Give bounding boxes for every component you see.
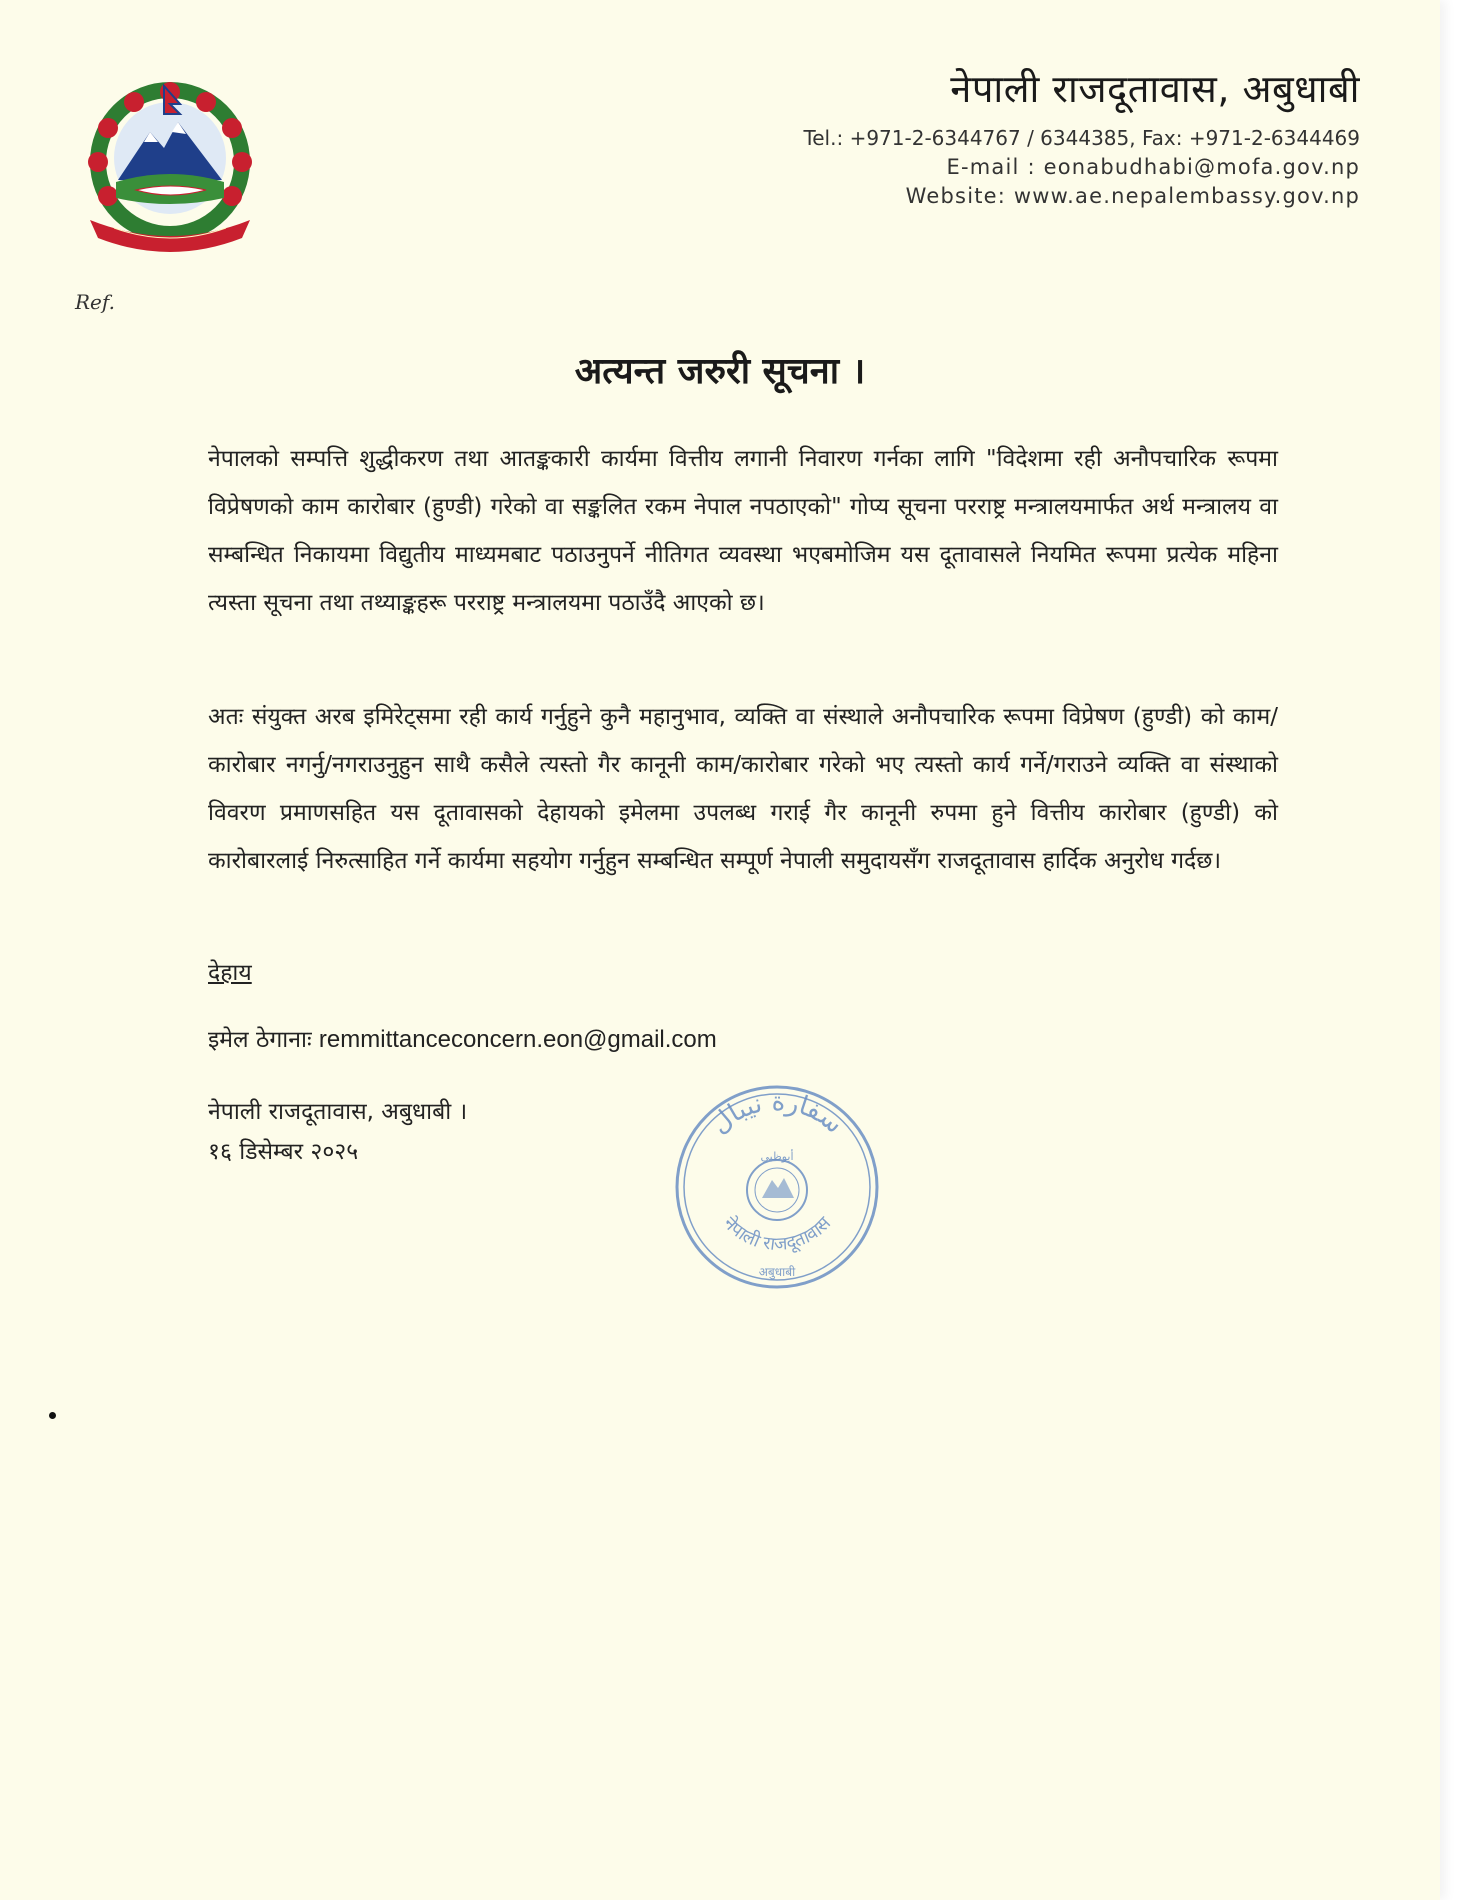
embassy-seal-stamp bbox=[670, 1080, 885, 1295]
nepal-emblem-logo bbox=[78, 70, 263, 255]
notice-paragraph-1: नेपालको सम्पत्ति शुद्धीकरण तथा आतङ्ककारी कार्यमा वित्तीय लगानी निवारण गर्नका लागि "विदेशमा रही अनौपचारिक रूपमा विप्रेषणको काम कारोबार (हुण्डी) गरेको वा सङ्कलित रकम नेपाल नपठाएको" गोप्य सूचना परराष्ट्र मन्त्रालयमार्फत अर्थ मन्त्रालय वा सम्बन्धित निकायमा विद्युतीय माध्यमबाट पठाउनुपर्ने नीतिगत व्यवस्था भएबमोजिम यस दूतावासले नियमित रूपमा प्रत्येक महिना त्यस्ता सूचना तथा तथ्याङ्कहरू परराष्ट्र मन्त्रालयमा पठाउँदै आएको छ। bbox=[208, 446, 1278, 616]
email-address: remmittanceconcern.eon@gmail.com bbox=[318, 1026, 717, 1053]
signature-office: नेपाली राजदूतावास, अबुधाबी । bbox=[208, 1099, 468, 1125]
embassy-name: नेपाली राजदूतावास, अबुधाबी bbox=[950, 67, 1360, 111]
seal-arabic-city: أبوظبي bbox=[760, 1150, 794, 1163]
contact-email: E-mail : eonabudhabi@mofa.gov.np bbox=[946, 155, 1360, 179]
annex-heading: देहाय bbox=[208, 960, 252, 986]
reference-label: Ref. bbox=[75, 290, 115, 314]
email-label: इमेल ठेगानाः bbox=[208, 1027, 312, 1053]
svg-text:سفارة نيبال bbox=[705, 1087, 849, 1140]
seal-nepali-city: अबुधाबी bbox=[758, 1265, 796, 1279]
seal-nepali-text: नेपाली राजदूतावास bbox=[718, 1212, 836, 1255]
page-speck bbox=[49, 1412, 56, 1419]
signature-date: १६ डिसेम्बर २०२५ bbox=[208, 1139, 359, 1165]
signature-block bbox=[208, 1092, 467, 1172]
notice-heading: अत्यन्त जरुरी सूचना । bbox=[574, 351, 866, 392]
seal-arabic-text: سفارة نيبال bbox=[705, 1086, 849, 1140]
notice-paragraph-2: अतः संयुक्त अरब इमिरेट्समा रही कार्य गर्नुहुने कुनै महानुभाव, व्यक्ति वा संस्थाले अनौपचारिक रूपमा विप्रेषण (हुण्डी) को काम/कारोबार नगर्नु/नगराउनुहुन साथै कसैले त्यस्तो गैर कानूनी काम/कारोबार गरेको भए त्यस्तो कार्य गर्ने/गराउने व्यक्ति वा संस्थाको विवरण प्रमाणसहित यस दूतावासको देहायको इमेलमा उपलब्ध गराई गैर कानूनी रुपमा हुने वित्तीय कारोबार (हुण्डी) को कारोबारलाई निरुत्साहित गर्ने कार्यमा सहयोग गर्नुहुन सम्बन्धित सम्पूर्ण नेपाली समुदायसँग राजदूतावास हार्दिक अनुरोध गर्दछ। bbox=[208, 704, 1278, 874]
letterhead bbox=[740, 62, 1360, 211]
email-line bbox=[208, 1022, 717, 1054]
contact-phone-fax: Tel.: +971-2-6344767 / 6344385, Fax: +971-2-6344469 bbox=[803, 126, 1360, 150]
svg-text:नेपाली राजदूतावास bbox=[719, 1212, 836, 1255]
contact-website: Website: www.ae.nepalembassy.gov.np bbox=[905, 184, 1360, 208]
